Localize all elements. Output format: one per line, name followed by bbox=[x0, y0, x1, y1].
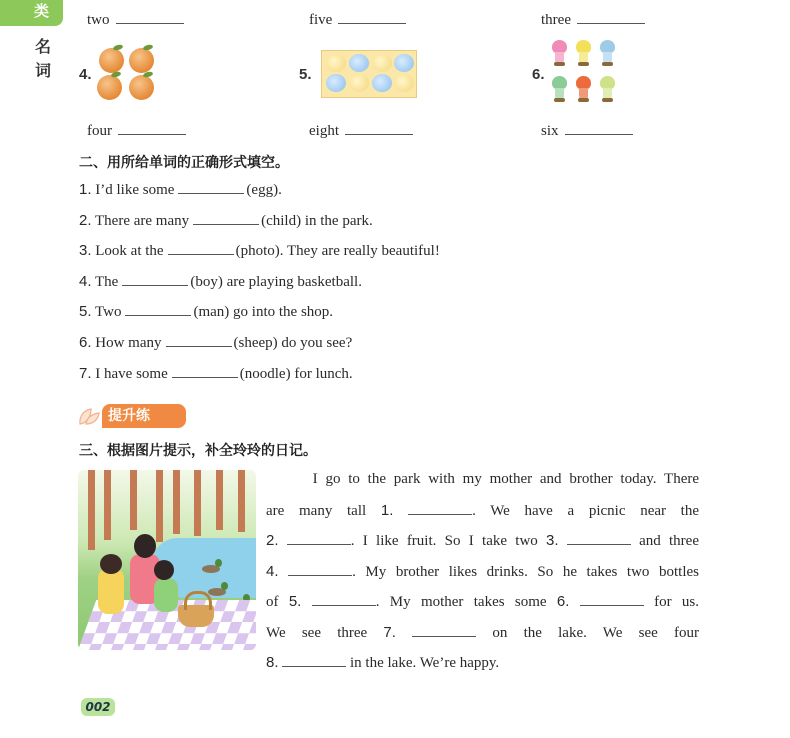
word-hint: (boy) bbox=[190, 274, 223, 290]
section2-heading: 二、用所给单词的正确形式填空。 bbox=[79, 155, 289, 171]
egg bbox=[394, 54, 414, 72]
word-text: six bbox=[541, 123, 559, 139]
rose bbox=[576, 76, 591, 102]
question-number: 5. bbox=[79, 303, 92, 320]
answer-blank[interactable] bbox=[193, 213, 259, 225]
duck bbox=[202, 565, 220, 573]
question-row bbox=[79, 303, 333, 321]
question-number: 2. bbox=[79, 212, 92, 229]
diary-text: . I like fruit. So I take two bbox=[350, 533, 547, 549]
diary-text: are many tall bbox=[266, 503, 381, 519]
answer-blank[interactable] bbox=[178, 182, 244, 194]
tree bbox=[156, 470, 163, 542]
rose bbox=[576, 40, 591, 66]
basket bbox=[178, 605, 214, 627]
orange bbox=[97, 75, 122, 100]
blank-number: 2. bbox=[266, 532, 279, 549]
word-text: eight bbox=[309, 123, 339, 139]
diary-text: of bbox=[266, 594, 289, 610]
answer-blank[interactable] bbox=[408, 503, 472, 515]
diary-text: . My mother takes some bbox=[375, 594, 557, 610]
blank-number: 6. bbox=[556, 593, 570, 610]
practice-badge-label: 提升练 bbox=[102, 404, 186, 428]
word-text: three bbox=[541, 12, 571, 28]
rose bbox=[600, 76, 615, 102]
question-number: 4. bbox=[79, 273, 92, 290]
answer-blank[interactable] bbox=[288, 564, 352, 576]
side-label-2: 词 bbox=[35, 61, 52, 80]
answer-blank[interactable] bbox=[580, 594, 644, 606]
question-text: I have some bbox=[95, 366, 168, 382]
duck bbox=[208, 588, 226, 596]
side-label-1: 名 bbox=[35, 37, 52, 56]
diary-line bbox=[266, 471, 699, 488]
question-text: There are many bbox=[95, 213, 190, 229]
egg bbox=[372, 74, 392, 92]
question-text: . They are really beautiful! bbox=[279, 243, 440, 259]
answer-blank[interactable] bbox=[166, 335, 232, 347]
girl bbox=[98, 568, 124, 614]
diary-line bbox=[266, 624, 699, 642]
diary-text: We see three bbox=[266, 625, 384, 641]
tree bbox=[216, 470, 223, 530]
answer-blank[interactable] bbox=[287, 533, 351, 545]
word-hint: (noodle) bbox=[239, 366, 291, 382]
item-number: 6. bbox=[532, 66, 545, 83]
question-row bbox=[79, 212, 373, 230]
diary-line bbox=[266, 593, 699, 611]
diary-line bbox=[266, 502, 699, 520]
answer-blank[interactable] bbox=[168, 243, 234, 255]
item-number: 5. bbox=[299, 66, 312, 83]
word-text: five bbox=[309, 12, 333, 28]
diary-text: in the lake. We’re happy. bbox=[346, 655, 500, 671]
word-item bbox=[87, 121, 186, 140]
diary-line bbox=[266, 654, 699, 672]
word-text: four bbox=[87, 123, 112, 139]
question-text: The bbox=[95, 274, 119, 290]
question-text: . bbox=[278, 182, 282, 198]
blank-number: 7. bbox=[383, 624, 396, 641]
egg bbox=[326, 74, 346, 92]
question-text: go into the shop. bbox=[229, 304, 334, 320]
question-text: Two bbox=[95, 304, 122, 320]
egg bbox=[394, 74, 414, 92]
question-text: are playing basketball. bbox=[222, 274, 362, 290]
answer-blank[interactable] bbox=[577, 10, 645, 24]
answer-blank[interactable] bbox=[412, 625, 476, 637]
boy bbox=[154, 578, 178, 612]
question-text: do you see? bbox=[277, 335, 353, 351]
leaf-icon bbox=[77, 405, 101, 427]
answer-blank[interactable] bbox=[567, 533, 631, 545]
question-number: 1. bbox=[79, 181, 92, 198]
girl-head bbox=[100, 554, 122, 574]
mother-head bbox=[134, 534, 156, 558]
tree bbox=[194, 470, 201, 536]
diary-text: . We have a picnic near the bbox=[472, 503, 700, 519]
category-tab-char: 类 bbox=[34, 2, 50, 20]
word-item bbox=[87, 10, 184, 29]
question-number: 7. bbox=[79, 365, 92, 382]
question-row bbox=[79, 181, 282, 199]
question-row bbox=[79, 273, 362, 291]
answer-blank[interactable] bbox=[338, 10, 406, 24]
tree bbox=[130, 470, 137, 530]
category-tab bbox=[0, 0, 63, 26]
diary-text: . My brother likes drinks. So he takes two bottles bbox=[352, 564, 699, 580]
egg bbox=[372, 54, 392, 72]
word-item bbox=[309, 121, 413, 140]
blank-number: 5. bbox=[288, 593, 302, 610]
diary-text: and three bbox=[630, 533, 699, 549]
answer-blank[interactable] bbox=[565, 121, 633, 135]
page-number: 002 bbox=[81, 698, 115, 716]
answer-blank[interactable] bbox=[282, 655, 346, 667]
question-number: 3. bbox=[79, 242, 92, 259]
question-text: for lunch. bbox=[290, 366, 353, 382]
answer-blank[interactable] bbox=[312, 594, 376, 606]
question-row bbox=[79, 334, 352, 352]
diary-text: for us. bbox=[643, 594, 700, 610]
diary-line bbox=[266, 532, 699, 550]
tree bbox=[88, 470, 95, 550]
word-hint: (sheep) bbox=[233, 335, 278, 351]
blank-number: 1. bbox=[380, 502, 394, 519]
word-text: two bbox=[87, 12, 110, 28]
question-row bbox=[79, 242, 440, 260]
word-hint: (child) bbox=[261, 213, 302, 229]
orange bbox=[129, 75, 154, 100]
blank-number: 4. bbox=[266, 563, 279, 580]
rose bbox=[552, 40, 567, 66]
word-hint: (photo) bbox=[235, 243, 280, 259]
answer-blank[interactable] bbox=[118, 121, 186, 135]
tree bbox=[238, 470, 245, 532]
question-text: Look at the bbox=[95, 243, 164, 259]
question-text: How many bbox=[95, 335, 162, 351]
answer-blank[interactable] bbox=[116, 10, 184, 24]
word-hint: (egg) bbox=[246, 182, 279, 198]
diary-line bbox=[266, 563, 699, 581]
question-row bbox=[79, 365, 353, 383]
word-item bbox=[541, 121, 633, 140]
answer-blank[interactable] bbox=[172, 366, 238, 378]
picnic-picture bbox=[78, 470, 256, 650]
question-number: 6. bbox=[79, 334, 92, 351]
question-text: I’d like some bbox=[95, 182, 175, 198]
diary-text: I go to the park with my mother and brother today. There bbox=[304, 471, 699, 487]
blank-number: 8. bbox=[266, 654, 279, 671]
oranges-picture bbox=[97, 46, 159, 102]
roses-picture bbox=[552, 40, 622, 110]
answer-blank[interactable] bbox=[345, 121, 413, 135]
orange bbox=[129, 48, 154, 73]
egg bbox=[326, 54, 346, 72]
orange bbox=[99, 48, 124, 73]
word-item bbox=[541, 10, 645, 29]
word-item bbox=[309, 10, 406, 29]
boy-head bbox=[154, 560, 174, 580]
word-hint: (man) bbox=[193, 304, 230, 320]
rose bbox=[552, 76, 567, 102]
egg-tray-picture bbox=[321, 50, 417, 98]
section3-heading: 三、根据图片提示，补全玲玲的日记。 bbox=[79, 443, 317, 459]
answer-blank[interactable] bbox=[122, 274, 188, 286]
question-text: in the park. bbox=[301, 213, 373, 229]
egg bbox=[349, 54, 369, 72]
tree bbox=[173, 470, 180, 534]
answer-blank[interactable] bbox=[125, 304, 191, 316]
egg bbox=[349, 74, 369, 92]
item-number: 4. bbox=[79, 66, 92, 83]
rose bbox=[600, 40, 615, 66]
diary-text: on the lake. We see four bbox=[476, 625, 699, 641]
blank-number: 3. bbox=[546, 532, 559, 549]
tree bbox=[104, 470, 111, 540]
